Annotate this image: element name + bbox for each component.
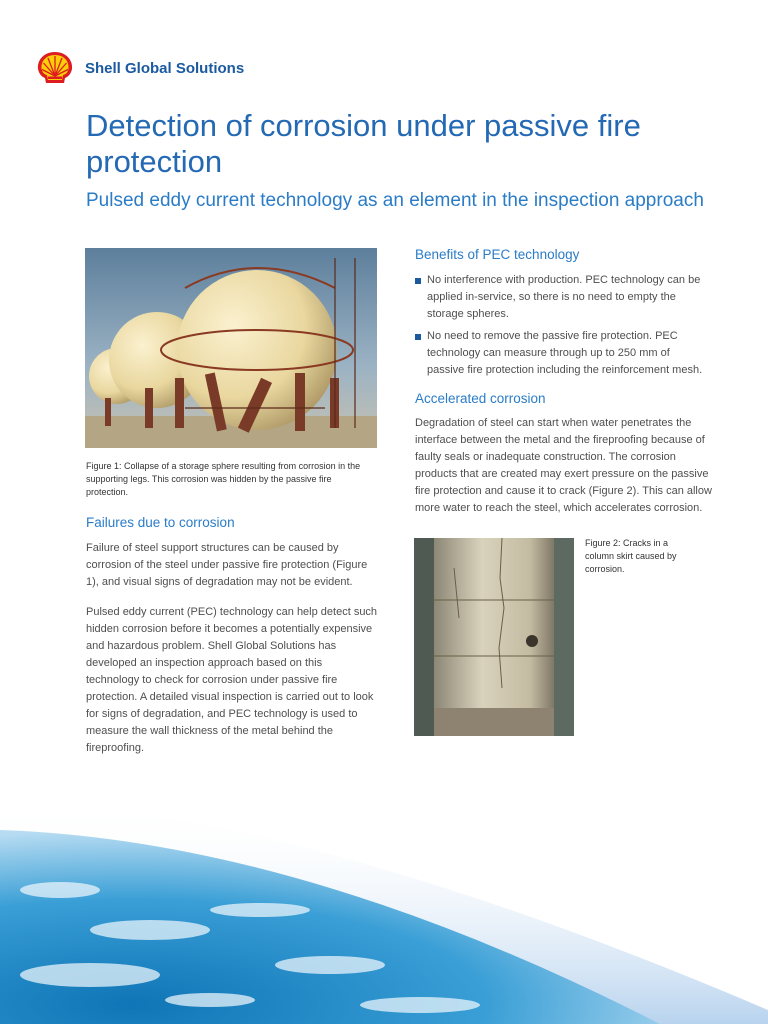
page-title: Detection of corrosion under passive fire protection (86, 108, 641, 179)
benefit-item (415, 328, 710, 379)
accelerated-heading: Accelerated corrosion (415, 391, 546, 406)
page-subtitle: Pulsed eddy current technology as an element in the inspection approach (86, 190, 704, 211)
benefit-item (415, 272, 710, 323)
earth-horizon-image (0, 760, 768, 1024)
column-skirt-photo (414, 538, 574, 736)
figure-1-caption: Figure 1: Collapse of a storage sphere resulting from corrosion in the supporting legs. This corrosion was hidden by the passive fire protection. (86, 461, 361, 497)
bullet-square-icon (415, 334, 421, 340)
benefits-list (415, 272, 710, 384)
shell-pecten-icon (36, 50, 74, 84)
storage-sphere-photo (85, 248, 377, 448)
bullet-square-icon (415, 278, 421, 284)
benefit-text: No need to remove the passive fire protection. PEC technology can measure through up to 250 mm of passive fire protection including the reinforcement mesh. (427, 330, 703, 376)
accelerated-paragraph: Degradation of steel can start when water penetrates the interface between the metal and the fireproofing because of faulty seals or inadequate construction. The corrosion products that are created may exert pressure on the passive fire protection and cause it to crack (Figure 2). This can allow more water to reach the steel, which accelerates corrosion. (415, 417, 712, 514)
failures-paragraph-2: Pulsed eddy current (PEC) technology can help detect such hidden corrosion before it becomes a potentially expensive and hazardous problem. Shell Global Solutions has developed an inspection approach based on this technology to check for corrosion under passive fire protection. A detailed visual inspection is carried out to look for signs of degradation, and PEC technology is used to measure the wall thickness of the metal behind the fireproofing. (86, 606, 378, 754)
benefit-text: No interference with production. PEC technology can be applied in-service, so there is no need to empty the storage spheres. (427, 274, 701, 320)
benefits-heading: Benefits of PEC technology (415, 247, 580, 262)
failures-paragraph-1: Failure of steel support structures can be caused by corrosion of the steel under passive fire protection (Figure 1), and visual signs of degradation may not be evident. (86, 542, 368, 588)
figure-2-caption: Figure 2: Cracks in a column skirt caused by corrosion. (585, 538, 677, 574)
failures-heading: Failures due to corrosion (86, 515, 235, 530)
brand-name: Shell Global Solutions (85, 60, 245, 77)
